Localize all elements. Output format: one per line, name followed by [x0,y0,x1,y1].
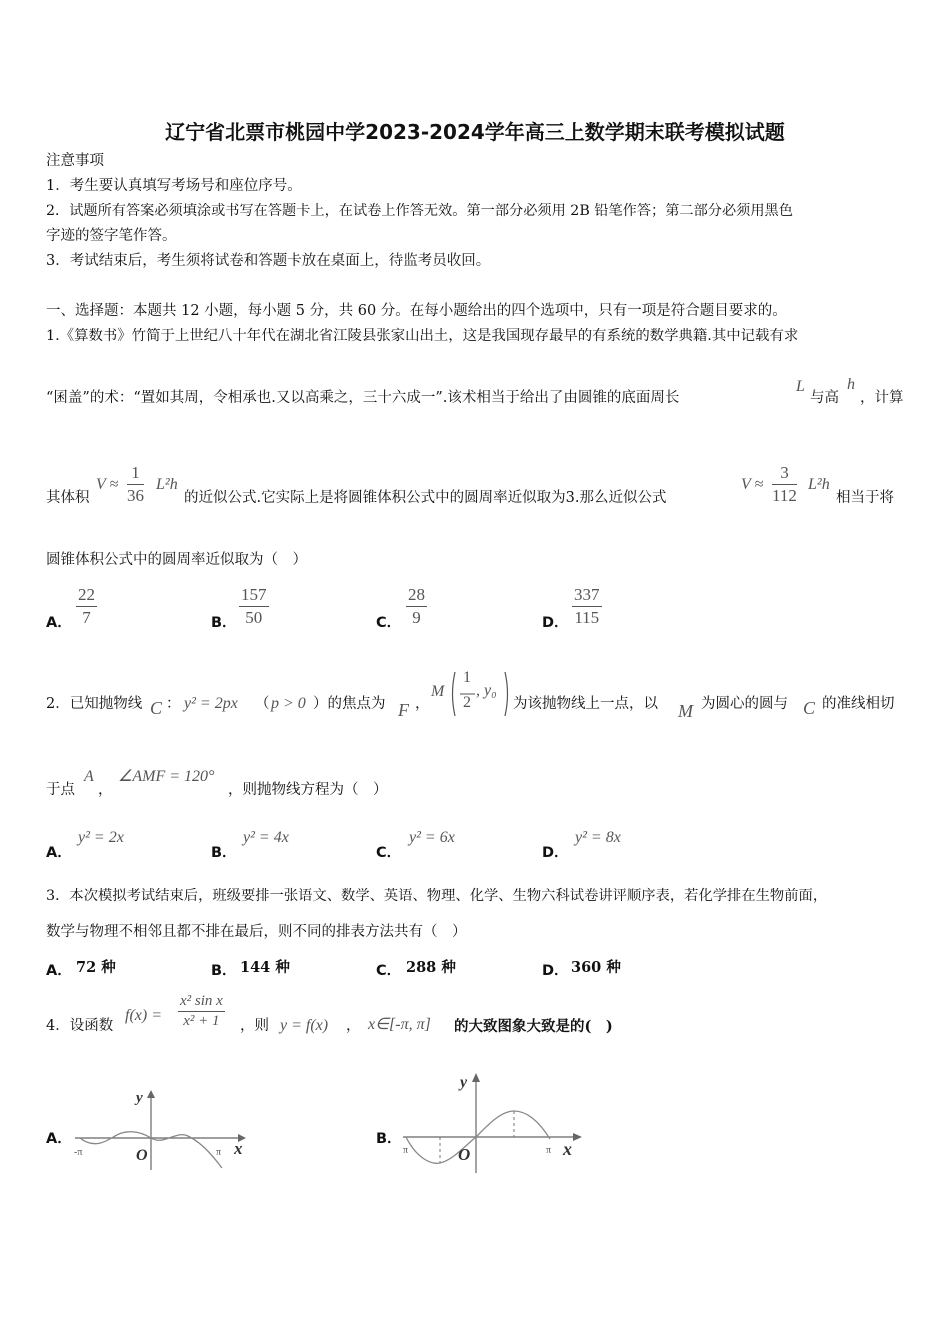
option-label[interactable]: C． [376,615,402,631]
q1-text: 1.《算数书》竹简于上世纪八十年代在湖北省江陵县张家山出土，这是我国现存最早的有系统的数学典籍.其中记载有求 [46,328,799,344]
x-axis-label: x [563,1139,572,1159]
fraction-denominator: 2 [463,694,471,711]
parabola-equation: y² = 2px [184,695,238,712]
q2-var-C: C [150,698,163,718]
option-value[interactable]: 360 种 [571,959,621,976]
fraction-numerator: 1 [127,463,144,485]
q2-var-C: C [803,698,816,718]
function-domain: x∈[-π, π] [368,1016,431,1033]
fraction-numerator: 157 [239,585,269,607]
formula-tail: L²h [156,476,178,493]
q2-text: ： [166,696,181,712]
function-lhs: f(x) = [125,1007,162,1024]
option-fraction[interactable] [239,585,269,628]
formula-lhs: V ≈ [741,476,764,493]
q4-text: ，则 [240,1018,269,1034]
formula-tail: L²h [808,476,830,493]
q4-text: 4．设函数 [46,1018,114,1034]
notice-heading: 注意事项 [46,153,104,169]
option-equation[interactable]: y² = 2x [78,829,124,846]
q2-text: 的准线相切 [822,696,895,712]
option-label[interactable]: A． [46,1131,72,1147]
option-fraction[interactable] [406,585,427,628]
q2-var-M: M [431,683,445,700]
fraction-denominator: 50 [245,608,263,627]
option-label[interactable]: D． [542,615,569,631]
fraction-denominator: 112 [772,486,797,505]
option-label[interactable]: B． [211,963,237,979]
option-label[interactable]: A． [46,845,72,861]
tick-label: -π [74,1147,83,1158]
q2-text: ， [415,696,430,712]
option-label[interactable]: B． [211,615,237,631]
option-label[interactable]: C． [376,845,402,861]
graph-option-a[interactable] [70,1080,260,1180]
q1-text: 其体积 [46,490,90,506]
fraction-denominator: 9 [412,608,421,627]
option-label[interactable]: C． [376,963,402,979]
fraction-numerator: 22 [76,585,97,607]
option-value[interactable]: 72 种 [76,959,116,976]
q2-condition: p > 0 [271,695,306,712]
tick-label: π [546,1145,552,1156]
q2-text: 2．已知抛物线 [46,696,143,712]
point-y0: , y₀ [476,682,497,699]
q1-text: 与高 [810,390,839,406]
notice-item: 1．考生要认真填写考场号和座位序号。 [46,178,302,194]
graph-option-b[interactable] [398,1065,590,1180]
option-label[interactable]: A． [46,963,72,979]
angle-condition: ∠AMF = 120° [118,768,215,785]
tick-label: π [403,1145,409,1156]
formula-lhs: V ≈ [96,476,119,493]
fraction-denominator: 7 [82,608,91,627]
q2-var-F: F [398,700,409,720]
option-value[interactable]: 288 种 [406,959,456,976]
q3-text: 数学与物理不相邻且都不排在最后，则不同的排表方法共有（ ） [46,924,467,940]
left-paren [453,672,456,716]
option-fraction[interactable] [572,585,602,628]
formula-fraction [772,463,797,506]
fraction-numerator: 3 [772,463,797,485]
section-heading: 一、选择题：本题共 12 小题，每小题 5 分，共 60 分。在每小题给出的四个选项中，只有一项是符合题目要求的。 [46,303,787,319]
option-label[interactable]: D． [542,963,569,979]
option-fraction[interactable] [76,585,97,628]
function-expression: y = f(x) [280,1017,329,1034]
fraction-numerator: 28 [406,585,427,607]
fraction-numerator: 1 [463,669,471,686]
fraction-denominator: 36 [127,486,144,505]
option-equation[interactable]: y² = 6x [409,829,455,846]
y-axis-label: y [136,1090,143,1106]
option-value[interactable]: 144 种 [240,959,290,976]
y-axis-arrow [147,1090,155,1098]
origin-label: O [136,1147,148,1164]
q2-text: 于点 [46,782,75,798]
notice-item: 字迹的签字笔作答。 [46,228,177,244]
q4-text: 的大致图象大致是的( ) [454,1018,613,1035]
option-label[interactable]: D． [542,845,569,861]
x-axis-label: x [234,1139,243,1158]
q2-text: ，则抛物线方程为（ ） [228,782,388,798]
option-label[interactable]: B． [211,845,237,861]
fraction-denominator: 115 [574,608,600,627]
q4-text: ， [346,1018,361,1034]
q1-text: 相当于将 [836,490,894,506]
q2-text: 为圆心的圆与 [701,696,788,712]
right-paren [505,672,508,716]
notice-item: 3．考试结束后，考生须将试卷和答题卡放在桌面上，待监考员收回。 [46,253,491,269]
fraction-numerator: x² sin x [178,993,225,1012]
q1-text: ，计算 [860,390,904,406]
q2-var-M: M [678,701,693,721]
q2-text: （ [255,696,270,712]
x-axis-arrow [573,1133,582,1141]
option-equation[interactable]: y² = 4x [243,829,289,846]
function-fraction [178,993,225,1030]
q2-text: ）的焦点为 [313,696,386,712]
notice-item: 2．试题所有答案必须填涂或书写在答题卡上，在试卷上作答无效。第一部分必须用 2B 铅笔作答；第二部分必须用黑色 [46,203,793,219]
q1-var-L: L [796,378,805,395]
y-axis-arrow [472,1073,480,1082]
option-label[interactable]: B． [376,1131,402,1147]
formula-fraction [127,463,144,506]
option-label[interactable]: A． [46,615,72,631]
y-axis-label: y [460,1074,468,1091]
tick-label: π [216,1147,222,1158]
fraction-numerator: 337 [572,585,602,607]
q2-text: ， [98,782,113,798]
q1-text: “囷盖”的术：“置如其周，令相承也.又以高乘之，三十六成一”.该术相当于给出了由圆锥的底面周长 [46,390,680,406]
q1-var-h: h [847,376,855,393]
q1-text: 圆锥体积公式中的圆周率近似取为（ ） [46,552,307,568]
q2-text: 为该抛物线上一点，以 [513,696,658,712]
q3-text: 3．本次模拟考试结束后，班级要排一张语文、数学、英语、物理、化学、生物六科试卷讲评顺序表，若化学排在生物前面， [46,888,828,904]
q2-var-A: A [84,768,94,785]
fraction-denominator: x² + 1 [183,1013,220,1029]
origin-label: O [458,1145,471,1164]
option-equation[interactable]: y² = 8x [575,829,621,846]
q1-text: 的近似公式.它实际上是将圆锥体积公式中的圆周率近似取为3.那么近似公式 [184,490,667,506]
page-title: 辽宁省北票市桃园中学2023-2024学年高三上数学期末联考模拟试题 [165,120,785,144]
